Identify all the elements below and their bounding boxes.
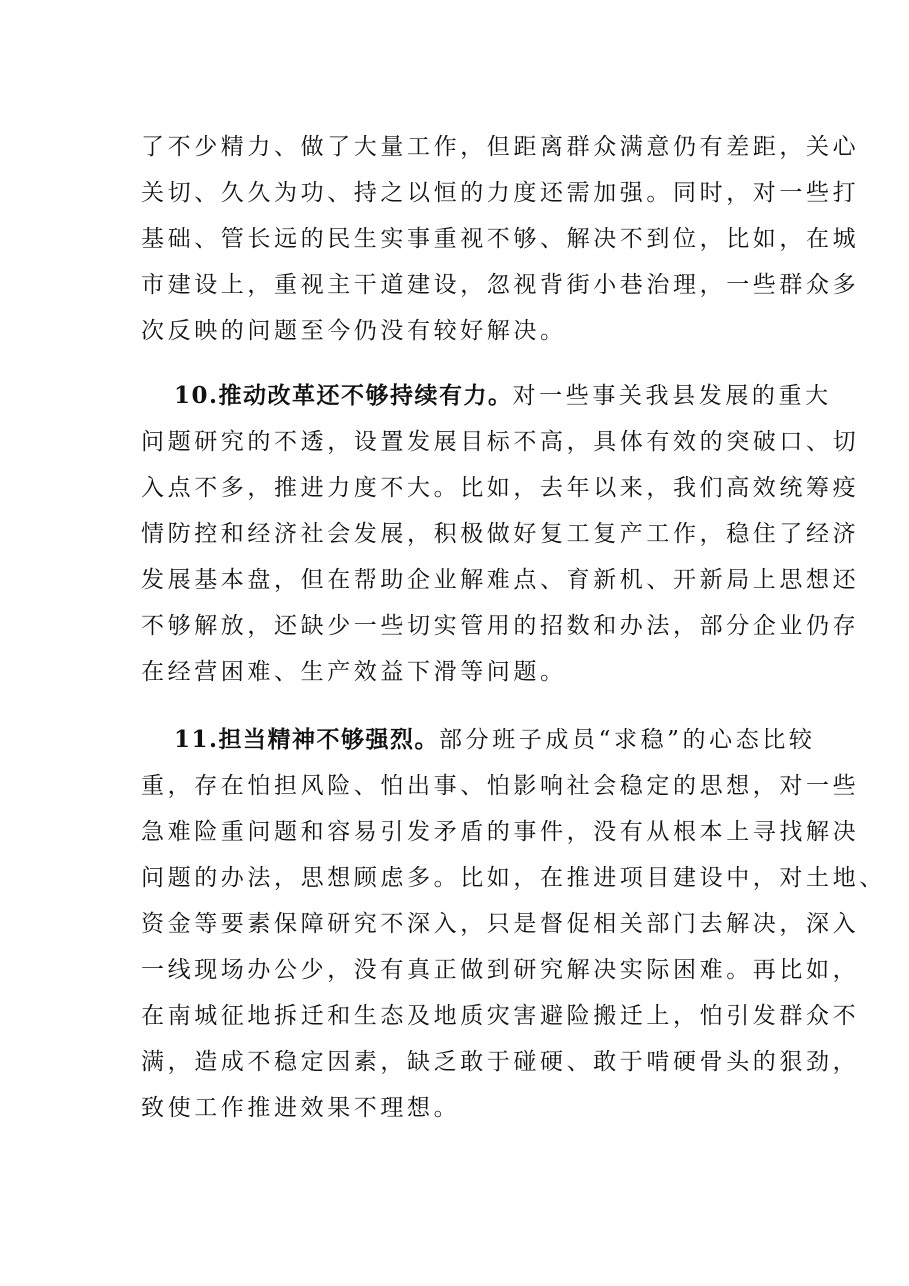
text-line: 重，存在怕担风险、怕出事、怕影响社会稳定的思想，对一些 — [141, 773, 860, 799]
text-line: 致使工作推进效果不理想。 — [141, 1095, 461, 1121]
text-line: 资金等要素保障研究不深入，只是督促相关部门去解决，深入 — [141, 911, 860, 937]
paragraph-first-line — [174, 376, 832, 416]
text-line: 急难险重问题和容易引发矛盾的事件，没有从根本上寻找解决 — [141, 819, 860, 845]
section-heading-10: 10.推动改革还不够持续有力。 — [174, 382, 513, 409]
text-line: 问题的办法，思想顾虑多。比如，在推进项目建设中，对土地、 — [141, 865, 886, 891]
section-heading-11: 11.担当精神不够强烈。 — [174, 726, 440, 753]
text-line: 不够解放，还缺少一些切实管用的招数和办法，部分企业仍存 — [141, 613, 860, 639]
text-line: 次反映的问题至今仍没有较好解决。 — [141, 318, 567, 344]
text-line: 了不少精力、做了大量工作，但距离群众满意仍有差距，关心 — [141, 134, 860, 160]
paragraph-first-line — [174, 720, 816, 760]
text-line: 在经营困难、生产效益下滑等问题。 — [141, 659, 567, 685]
text-line: 关切、久久为功、持之以恒的力度还需加强。同时，对一些打 — [141, 180, 860, 206]
text-line: 市建设上，重视主干道建设，忽视背街小巷治理，一些群众多 — [141, 272, 860, 298]
text-line: 在南城征地拆迁和生态及地质灾害避险搬迁上，怕引发群众不 — [141, 1003, 860, 1029]
text-line: 基础、管长远的民生实事重视不够、解决不到位，比如，在城 — [141, 226, 860, 252]
text-line: 发展基本盘，但在帮助企业解难点、育新机、开新局上思想还 — [141, 567, 860, 593]
text-run: 部分班子成员“求稳”的心态比较 — [439, 727, 816, 753]
text-line: 入点不多，推进力度不大。比如，去年以来，我们高效统筹疫 — [141, 475, 860, 501]
text-run: 对一些事关我县发展的重大 — [512, 383, 832, 409]
text-line: 问题研究的不透，设置发展目标不高，具体有效的突破口、切 — [141, 429, 860, 455]
text-line: 情防控和经济社会发展，积极做好复工复产工作，稳住了经济 — [141, 521, 860, 547]
text-line: 满，造成不稳定因素，缺乏敢于碰硬、敢于啃硬骨头的狠劲， — [141, 1049, 860, 1075]
text-line: 一线现场办公少，没有真正做到研究解决实际困难。再比如， — [141, 957, 860, 983]
